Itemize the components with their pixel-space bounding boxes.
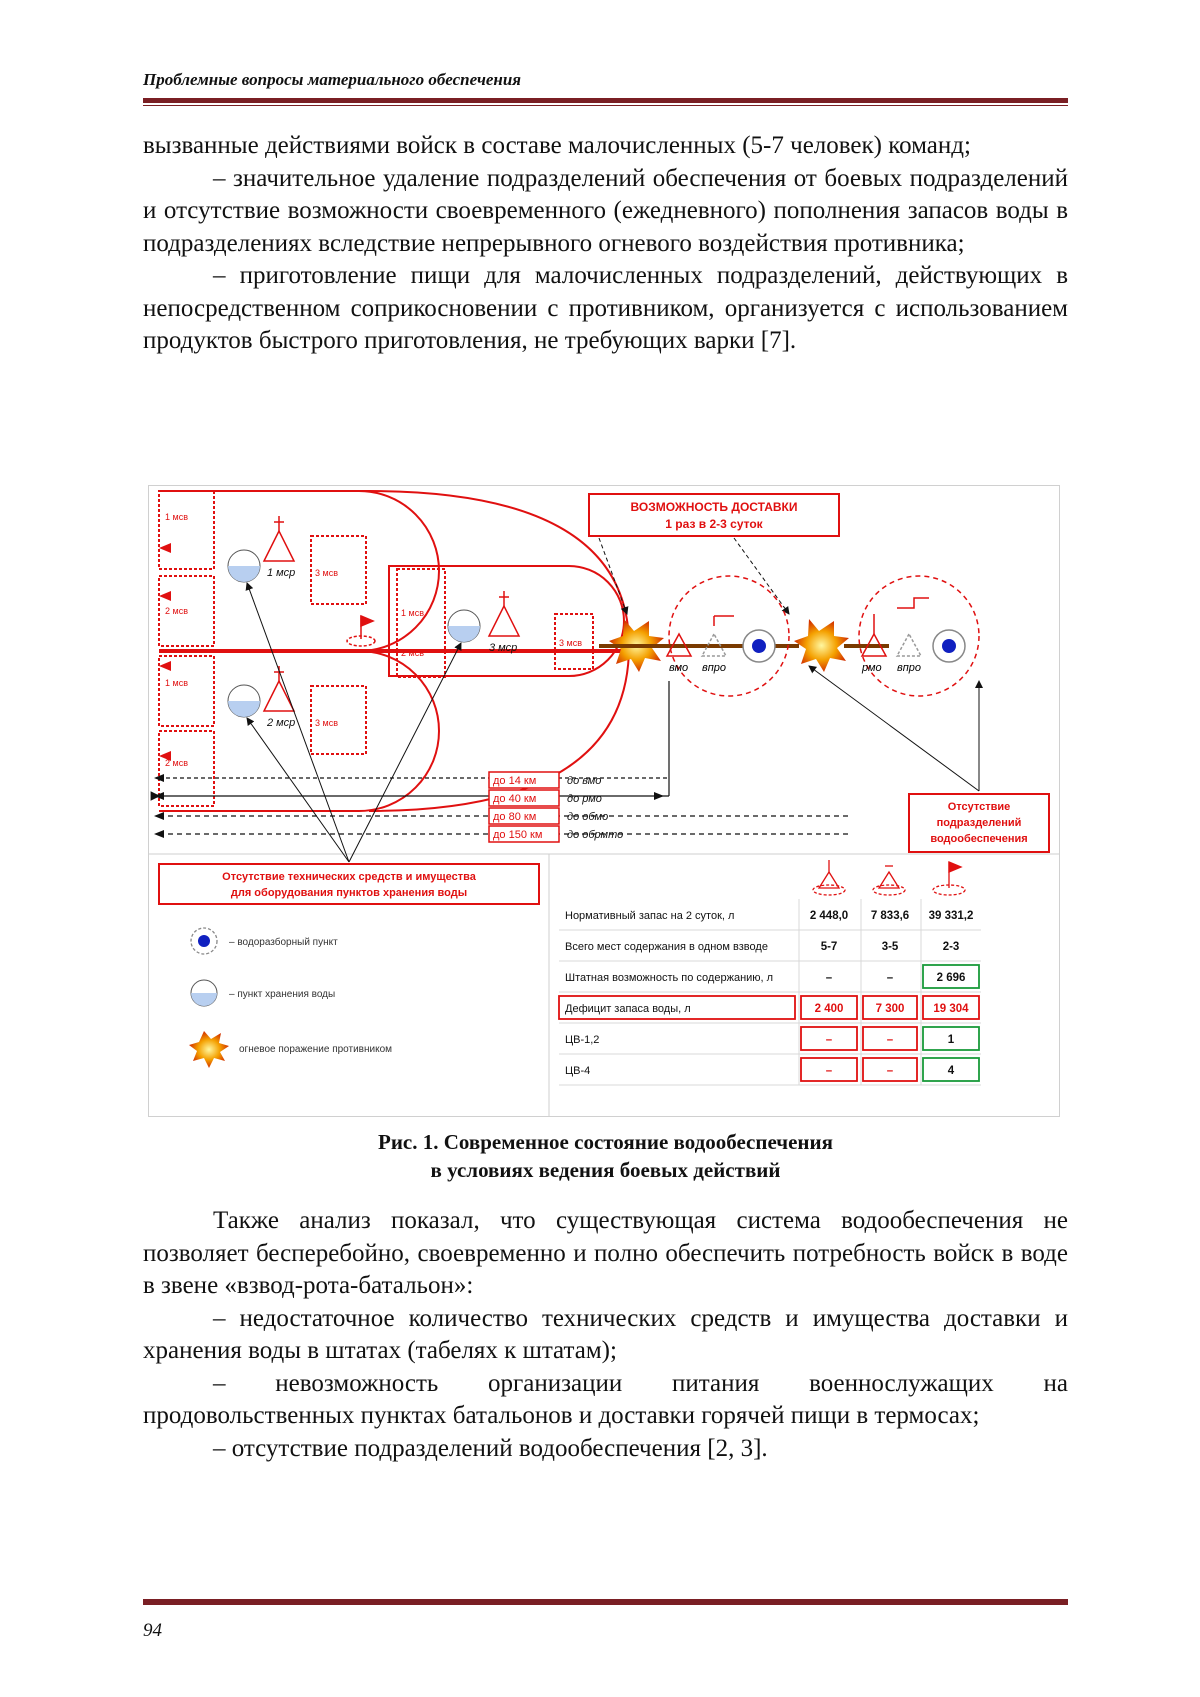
svg-text:Отсутствие технических средств: Отсутствие технических средств и имущества xyxy=(222,871,476,883)
water-intake-point-icon xyxy=(743,630,775,662)
caption-line: в условиях ведения боевых действий xyxy=(430,1158,781,1182)
svg-text:1 раз в 2-3 суток: 1 раз в 2-3 суток xyxy=(665,517,763,531)
svg-text:до 40 км: до 40 км xyxy=(493,793,537,805)
svg-text:1 мср: 1 мср xyxy=(267,567,296,579)
water-intake-point-icon xyxy=(933,630,965,662)
table-cell: 3-5 xyxy=(881,941,899,953)
svg-text:1 мсв: 1 мсв xyxy=(165,678,188,688)
platoon-box xyxy=(159,491,214,569)
svg-text:до обмо: до обмо xyxy=(567,811,609,823)
table-cell: – xyxy=(825,972,833,984)
top-text-block xyxy=(143,130,1068,358)
table-cell: 1 xyxy=(947,1034,955,1046)
absence-tech-box xyxy=(159,864,539,904)
table-row xyxy=(559,941,981,961)
company-symbol-icon xyxy=(264,516,519,711)
table-row-label: ЦВ-4 xyxy=(565,1065,591,1077)
table-cell: 4 xyxy=(947,1065,955,1077)
table-cell: – xyxy=(886,1034,894,1046)
table-cell: – xyxy=(825,1034,833,1046)
table-cell: – xyxy=(886,972,894,984)
table-cell: 7 300 xyxy=(875,1003,905,1015)
water-storage-point-icon xyxy=(191,980,217,1006)
figure-water-supply-diagram xyxy=(148,485,1060,1117)
bottom-text-block xyxy=(143,1205,1068,1465)
svg-text:до 80 км: до 80 км xyxy=(493,811,537,823)
svg-text:2 мсв: 2 мсв xyxy=(401,648,424,658)
svg-text:водообеспечения: водообеспечения xyxy=(930,833,1028,845)
caption-line: Рис. 1. Современное состояние водообеспечения xyxy=(378,1130,833,1154)
water-storage-point-icon xyxy=(228,685,260,717)
table-cell: 7 833,6 xyxy=(870,910,910,922)
water-deficit-table xyxy=(559,899,981,1085)
water-storage-point-icon xyxy=(448,610,480,642)
footer-rule xyxy=(143,1597,1068,1605)
table-row xyxy=(559,965,981,992)
svg-text:рмо: рмо xyxy=(862,662,882,674)
table-cell: 39 331,2 xyxy=(928,910,974,922)
svg-text:ВОЗМОЖНОСТЬ ДОСТАВКИ: ВОЗМОЖНОСТЬ ДОСТАВКИ xyxy=(630,500,798,514)
delivery-capability-box xyxy=(589,494,839,536)
header-rule xyxy=(143,98,1068,106)
paragraph: вызванные действиями войск в составе малочисленных (5-7 человек) команд; xyxy=(143,132,971,159)
table-cell: 5-7 xyxy=(820,941,838,953)
table-header-symbols xyxy=(813,860,965,895)
svg-text:3 мсв: 3 мсв xyxy=(315,568,338,578)
explosion-icon xyxy=(794,619,849,672)
svg-text:до 150 км: до 150 км xyxy=(493,829,543,841)
battalion-flag-icon xyxy=(347,616,375,646)
company-outline-3 xyxy=(389,566,624,676)
table-cell: 19 304 xyxy=(933,1003,969,1015)
svg-text:впро: впро xyxy=(897,662,922,674)
table-cell: 2 696 xyxy=(936,972,966,984)
svg-text:огневое поражение противником: огневое поражение противником xyxy=(239,1044,393,1055)
running-title: Проблемные вопросы материального обеспечения xyxy=(143,70,522,89)
absence-units-box xyxy=(909,794,1049,852)
table-row xyxy=(559,1027,981,1054)
table-row xyxy=(559,996,981,1023)
table-cell: – xyxy=(825,1065,833,1077)
svg-text:2 мсв: 2 мсв xyxy=(165,758,188,768)
distance-table xyxy=(489,772,623,842)
svg-text:1 мсв: 1 мсв xyxy=(401,608,424,618)
paragraph: – приготовление пищи для малочисленных подразделений, действующих в непосредственном соприкосновении с противником, организуется с использованием продуктов быстрого приготовления, не требующих варки [7]. xyxy=(143,262,1068,354)
svg-text:Отсутствие: Отсутствие xyxy=(947,801,1011,813)
platoon-box xyxy=(159,731,214,806)
table-row-label: Всего мест содержания в одном взводе xyxy=(565,941,768,953)
svg-text:1 мсв: 1 мсв xyxy=(165,512,188,522)
explosion-icon xyxy=(189,1031,229,1068)
svg-text:вмо: вмо xyxy=(669,662,689,674)
svg-text:3 мсв: 3 мсв xyxy=(315,718,338,728)
diagram-svg xyxy=(149,486,1059,1116)
figure-caption xyxy=(143,1128,1068,1184)
battalion-formation xyxy=(159,491,629,811)
table-row-label: Дефицит запаса воды, л xyxy=(565,1003,691,1015)
table-row-label: ЦВ-1,2 xyxy=(565,1034,600,1046)
company-labels xyxy=(266,567,517,729)
water-storage-point-icon xyxy=(228,550,260,582)
table-row-label: Нормативный запас на 2 суток, л xyxy=(565,910,735,922)
table-row xyxy=(559,910,981,930)
svg-text:2 мср: 2 мср xyxy=(267,717,296,729)
water-intake-point-icon xyxy=(191,928,217,954)
svg-text:– пункт хранения воды: – пункт хранения воды xyxy=(229,989,336,1000)
table-cell: – xyxy=(886,1065,894,1077)
svg-text:2 мсв: 2 мсв xyxy=(165,606,188,616)
platoon-labels xyxy=(165,512,582,768)
table-cell: 2-3 xyxy=(942,941,960,953)
svg-text:до рмо: до рмо xyxy=(567,793,602,805)
svg-text:для оборудования пунктов хране: для оборудования пунктов хранения воды xyxy=(230,887,468,899)
svg-text:до вмо: до вмо xyxy=(567,775,602,787)
svg-text:впро: впро xyxy=(702,662,727,674)
table-cell: 2 400 xyxy=(814,1003,844,1015)
paragraph: Также анализ показал, что существующая система водообеспечения не позволяет бесперебойно, своевременно и полно обеспечить потребность войск в воде в звене «взвод-рота-батальон»: xyxy=(143,1207,1068,1299)
legend xyxy=(189,928,392,1068)
svg-text:3 мср: 3 мср xyxy=(489,642,518,654)
table-row xyxy=(559,1058,981,1085)
svg-text:до обрмто: до обрмто xyxy=(567,829,624,841)
svg-text:3 мсв: 3 мсв xyxy=(559,638,582,648)
table-cell: 2 448,0 xyxy=(809,910,849,922)
paragraph: – значительное удаление подразделений обеспечения от боевых подразделений и отсутствие возможности своевременного (ежедневного) пополнения запасов воды в подразделениях вследствие непрерывного огневого воздействия противника; xyxy=(143,164,1068,257)
table-row-label: Штатная возможность по содержанию, л xyxy=(565,972,774,984)
svg-text:подразделений: подразделений xyxy=(936,817,1022,829)
page-number: 94 xyxy=(143,1620,162,1641)
svg-text:– водоразборный пункт: – водоразборный пункт xyxy=(229,937,338,948)
paragraph: – невозможность организации питания военнослужащих на продовольственных пунктах батальонов и доставки горячей пищи в термосах; xyxy=(143,1369,1068,1429)
paragraph: – недостаточное количество технических средств и имущества доставки и хранения воды в штатах (табелях к штатам); xyxy=(143,1304,1068,1364)
paragraph: – отсутствие подразделений водообеспечения [2, 3]. xyxy=(213,1434,768,1462)
svg-text:до 14 км: до 14 км xyxy=(493,775,537,787)
